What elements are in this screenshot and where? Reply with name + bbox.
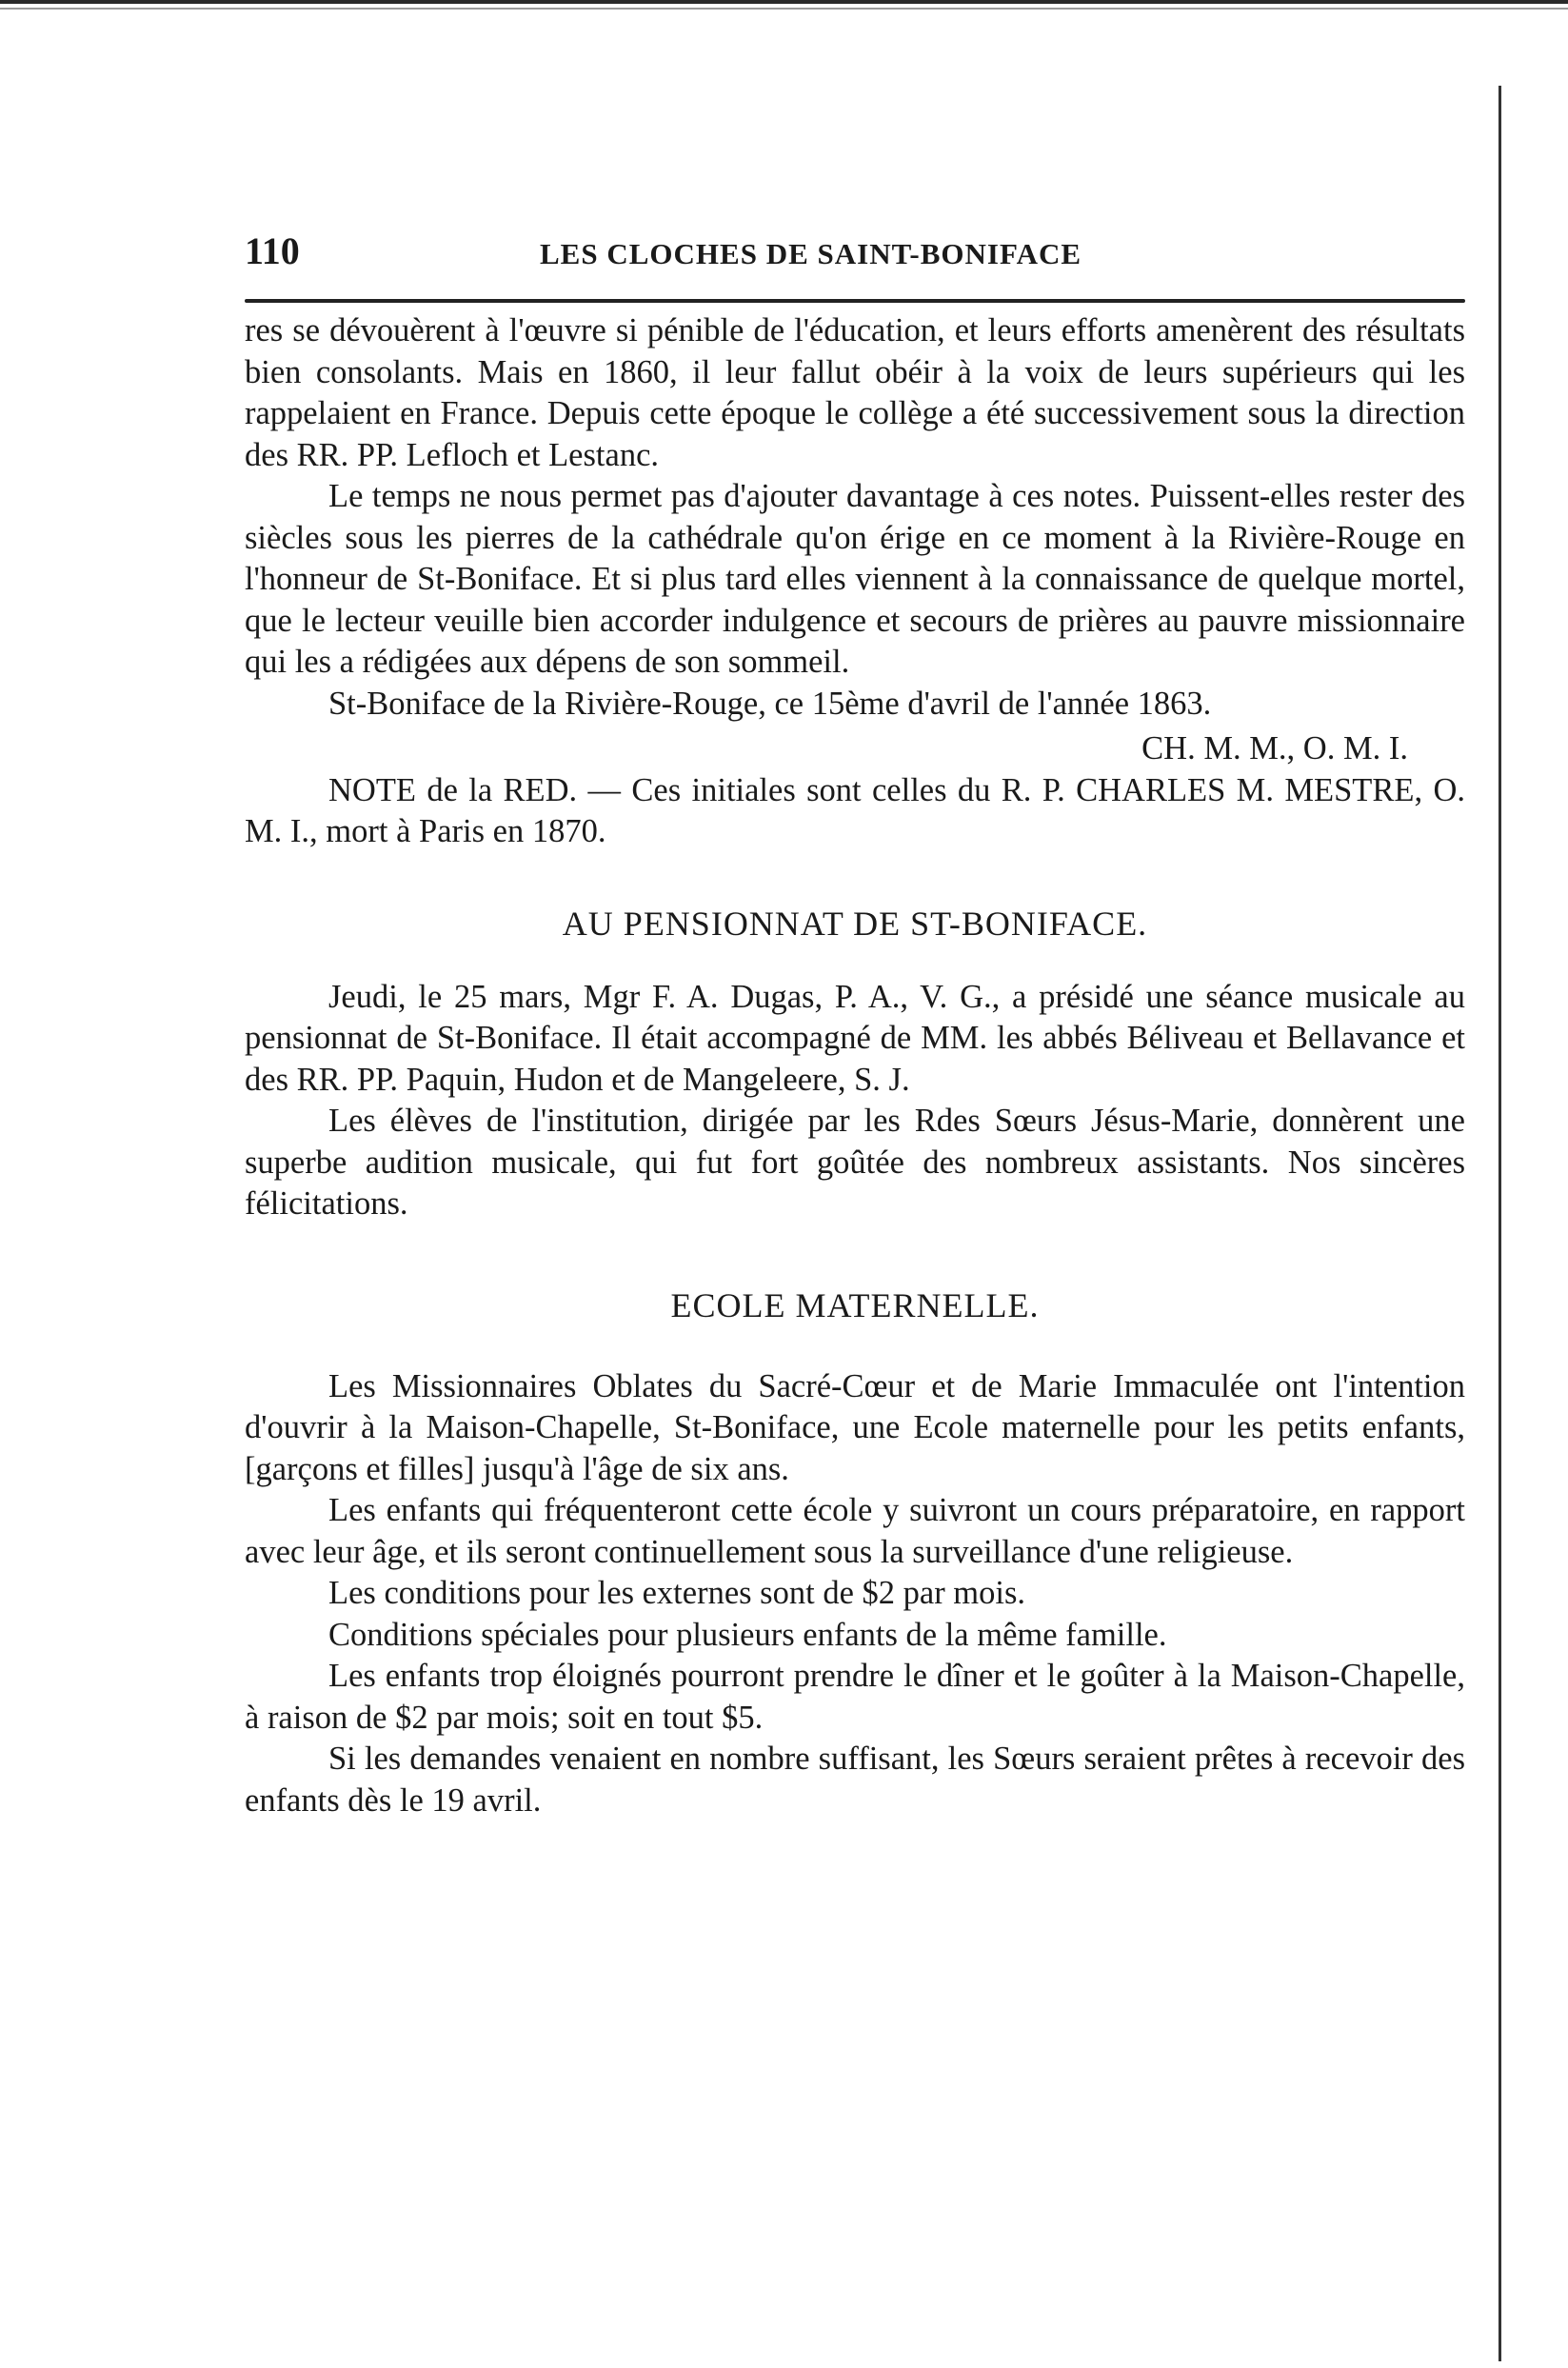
paragraph: res se dévouèrent à l'œuvre si pénible de l'éducation, et leurs efforts amenèrent des résultats bien consolants. Mais en 1860, il leur fallut obéir à la voix de leurs supérieurs qui les rappelaient en France. Depuis cette époque le collège a été successivement sous la direction des RR. PP. Lefloch et Lestanc. <box>245 312 1465 473</box>
running-header <box>245 229 1465 289</box>
paragraph: Conditions spéciales pour plusieurs enfants de la même famille. <box>328 1616 1167 1653</box>
dateline: St-Boniface de la Rivière-Rouge, ce 15ème d'avril de l'année 1863. <box>328 685 1212 722</box>
page-number: 110 <box>245 229 300 272</box>
paragraph: Les élèves de l'institution, dirigée par les Rdes Sœurs Jésus-Marie, donnèrent une superbe audition musicale, qui fut fort goûtée des nombreux assistants. Nos sincères félicitations. <box>245 1103 1465 1222</box>
section-heading-pensionnat: AU PENSIONNAT DE ST-BONIFACE. <box>562 904 1148 943</box>
page-edge-line <box>1499 86 1501 2361</box>
running-title: LES CLOCHES DE SAINT-BONIFACE <box>540 237 1082 270</box>
paragraph: Si les demandes venaient en nombre suffisant, les Sœurs seraient prêtes à recevoir des enfants dès le 19 avril. <box>245 1741 1465 1819</box>
note-text-end: , O. M. I., mort à Paris en 1870. <box>245 771 1465 849</box>
note-connector: de la <box>415 771 504 808</box>
editor-note <box>245 770 1465 853</box>
paragraph: Les conditions pour les externes sont de $2 par mois. <box>328 1575 1026 1611</box>
top-edge-rule <box>0 0 1568 17</box>
note-text: — Ces initiales sont celles du R. P. <box>577 771 1077 808</box>
section-heading-ecole: ECOLE MATERNELLE. <box>670 1285 1040 1324</box>
ecole-section <box>245 1366 1465 1822</box>
note-red: RED. <box>503 771 578 808</box>
header-rule <box>245 299 1465 303</box>
paragraph: Les enfants qui fréquenteront cette école y suivront un cours préparatoire, en rapport avec leur âge, et ils seront continuellement sous la surveillance d'une religieuse. <box>245 1492 1465 1570</box>
paragraph: Le temps ne nous permet pas d'ajouter davantage à ces notes. Puissent-elles rester des siècles sous les pierres de la cathédrale qu'on érige en ce moment à la Rivière-Rouge en l'honneur de St-Boniface. Et si plus tard elles viennent à la connaissance de quelque mortel, que le lecteur veuille bien accorder indulgence et secours de prières au pauvre missionnaire qui les a rédigées aux dépens de son sommeil. <box>245 478 1465 680</box>
note-name: CHARLES M. MESTRE <box>1076 771 1415 808</box>
note-label: NOTE <box>328 771 416 808</box>
pensionnat-section <box>245 977 1465 1225</box>
book-page <box>245 229 1465 1821</box>
memoir-section <box>245 310 1465 853</box>
paragraph: Jeudi, le 25 mars, Mgr F. A. Dugas, P. A., V. G., a présidé une séance musicale au pensionnat de St-Boniface. Il était accompagné de MM. les abbés Béliveau et Bellavance et des RR. PP. Paquin, Hudon et de Mangeleere, S. J. <box>245 978 1465 1098</box>
paragraph: Les enfants trop éloignés pourront prendre le dîner et le goûter à la Maison-Chapelle, à raison de $2 par mois; soit en tout $5. <box>245 1658 1465 1736</box>
signature: CH. M. M., O. M. I. <box>1141 730 1408 766</box>
paragraph: Les Missionnaires Oblates du Sacré-Cœur et de Marie Immaculée ont l'intention d'ouvrir à la Maison-Chapelle, St-Boniface, une Ecole maternelle pour les petits enfants, [garçons et filles] jusqu'à l'âge de six ans. <box>245 1367 1465 1487</box>
